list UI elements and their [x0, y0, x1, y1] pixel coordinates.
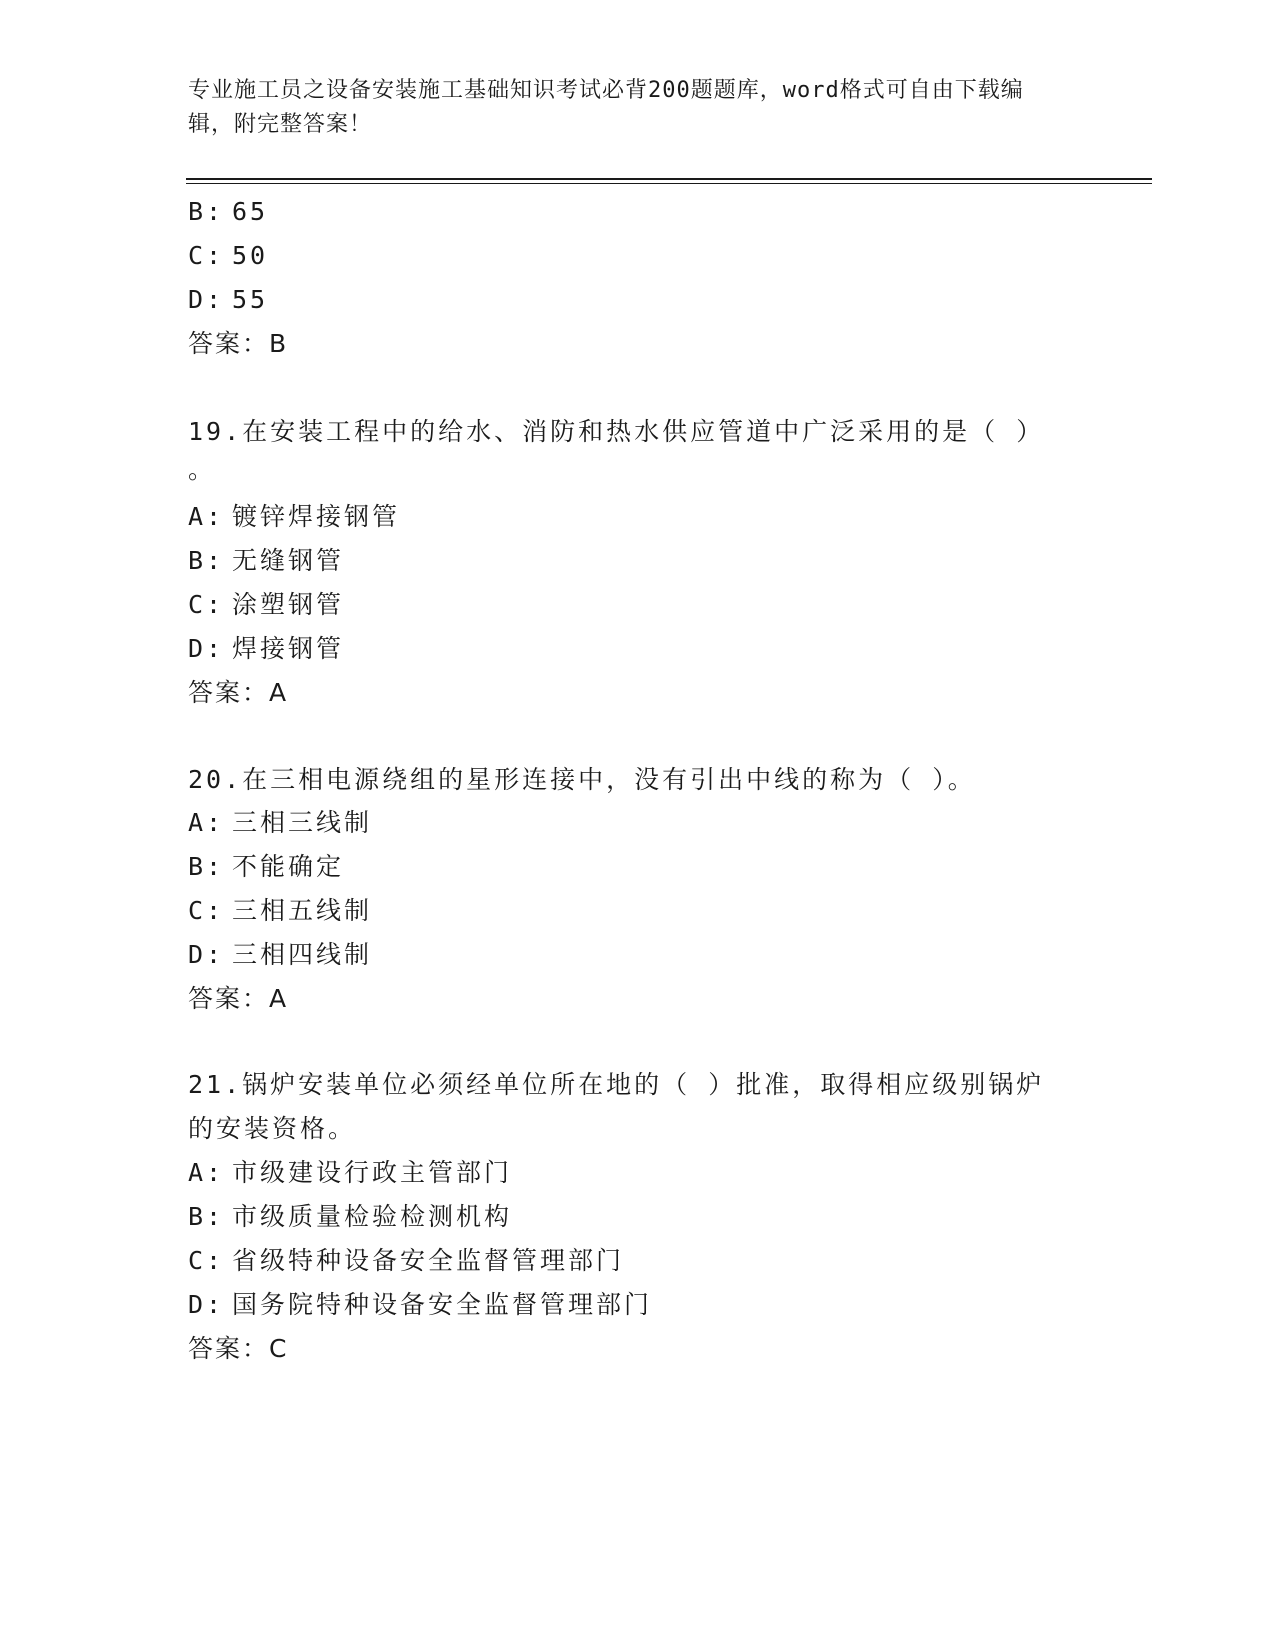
option-key: A: — [188, 808, 225, 837]
option-b — [188, 1199, 512, 1235]
option-key: B: — [188, 546, 225, 575]
option-key: C: — [188, 1246, 225, 1275]
option-key: D: — [188, 285, 225, 314]
option-d — [188, 1287, 652, 1323]
option-key: A: — [188, 1158, 225, 1187]
header-title: 专业施工员之设备安装施工基础知识考试必背200题题库，word格式可自由下载编辑，附完整答案！ — [188, 78, 1024, 137]
option-d — [188, 631, 344, 667]
option-key: B: — [188, 197, 225, 226]
option-text: 无缝钢管 — [232, 546, 345, 575]
option-d — [188, 937, 372, 973]
option-text: 市级质量检验检测机构 — [232, 1202, 513, 1231]
option-a — [188, 1155, 512, 1191]
option-key: B: — [188, 852, 225, 881]
option-text: 50 — [232, 241, 269, 270]
option-key: D: — [188, 1290, 225, 1319]
option-text: 涂塑钢管 — [232, 590, 345, 619]
option-d — [188, 282, 268, 318]
option-text: 三相五线制 — [232, 896, 373, 925]
option-c — [188, 587, 344, 623]
option-text: 焊接钢管 — [232, 634, 345, 663]
option-key: D: — [188, 940, 225, 969]
header-rule-thin — [186, 183, 1152, 184]
option-c — [188, 893, 372, 929]
answer-line: 答案：A — [188, 678, 289, 707]
option-c — [188, 238, 268, 274]
option-text: 省级特种设备安全监督管理部门 — [232, 1246, 625, 1275]
header-rule-thick — [186, 178, 1152, 180]
option-key: D: — [188, 634, 225, 663]
option-text: 三相三线制 — [232, 808, 373, 837]
option-key: C: — [188, 896, 225, 925]
question-20-stem: 20.在三相电源绕组的星形连接中，没有引出中线的称为（ ）。 — [188, 765, 976, 794]
answer-line: 答案：A — [188, 984, 289, 1013]
question-21-stem: 21.锅炉安装单位必须经单位所在地的（ ）批准，取得相应级别锅炉 — [188, 1070, 1045, 1099]
option-text: 镀锌焊接钢管 — [232, 502, 401, 531]
question-21-stem-cont: 的安装资格。 — [188, 1114, 357, 1143]
option-text: 55 — [232, 285, 269, 314]
option-text: 市级建设行政主管部门 — [232, 1158, 513, 1187]
option-text: 65 — [232, 197, 269, 226]
option-a — [188, 499, 400, 535]
option-text: 不能确定 — [232, 852, 345, 881]
option-key: B: — [188, 1202, 225, 1231]
option-b — [188, 543, 344, 579]
option-b — [188, 849, 344, 885]
option-key: A: — [188, 502, 225, 531]
option-c — [188, 1243, 624, 1279]
question-19-stem-cont: 。 — [188, 455, 217, 484]
option-key: C: — [188, 590, 225, 619]
answer-line: 答案：B — [188, 329, 289, 358]
option-text: 国务院特种设备安全监督管理部门 — [232, 1290, 653, 1319]
document-header — [188, 74, 1068, 142]
option-b — [188, 194, 268, 230]
option-key: C: — [188, 241, 225, 270]
option-a — [188, 805, 372, 841]
question-19-stem: 19.在安装工程中的给水、消防和热水供应管道中广泛采用的是（ ） — [188, 417, 1045, 446]
answer-line: 答案：C — [188, 1334, 289, 1363]
option-text: 三相四线制 — [232, 940, 373, 969]
